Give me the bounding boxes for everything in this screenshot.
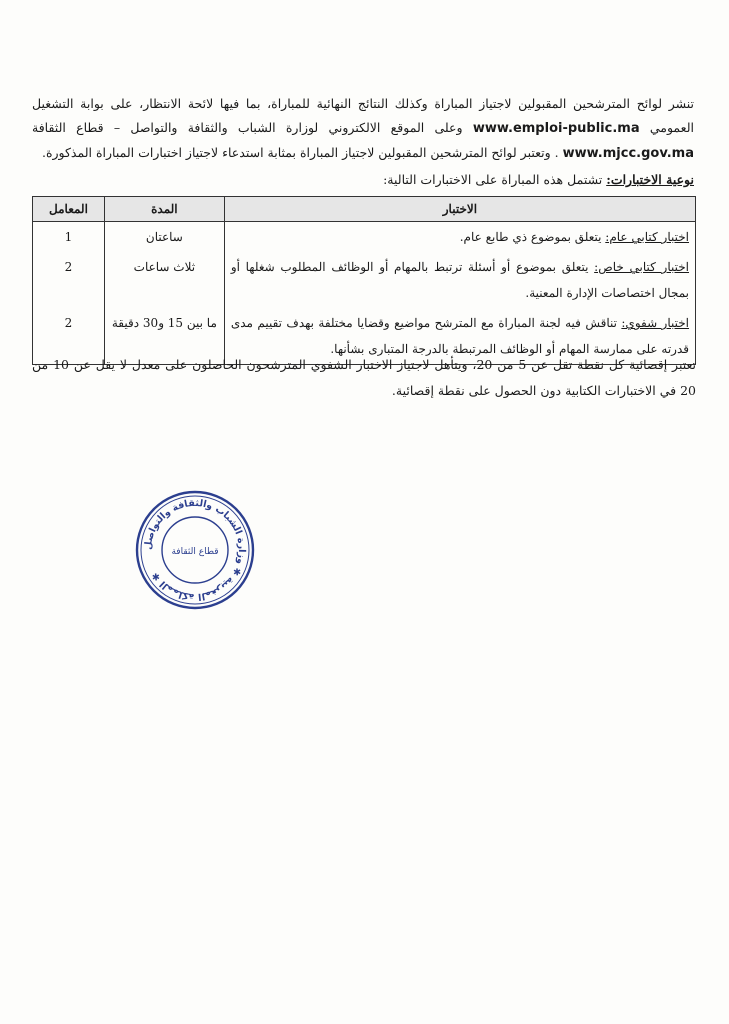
mjcc-link: www.mjcc.gov.ma [562,146,694,161]
tests-table [32,196,696,365]
stamp-outer-text: المملكة المغربية ✱ وزارة الشباب والثقافة والتواصل ✱ [142,497,248,603]
header-test: الاختبار [224,197,695,222]
duration-cell: ما بين 15 و30 دقيقة [104,308,224,365]
coefficient-cell: 1 [33,222,105,253]
eliminatory-note: تعتبر إقصائية كل نقطة تقل عن 5 من 20، ويتأهل لاجتياز الاختبار الشفوي المترشحون الحاصلون على معدل لا يقل عن 10 من 20 في الاختبارات الكتابية دون الحصول على نقطة إقصائية. [32,357,696,398]
publication-paragraph [32,92,694,166]
test-cell: اختبار شفوي: تناقش فيه لجنة المباراة مع المترشح مواضيع وقضايا مختلفة بهدف تقييم مدى قدرته على ممارسة المهام أو الوظائف المرتبطة بالدرجة المتبارى بشأنها. [224,308,695,365]
test-cell: اختبار كتابي عام: يتعلق بموضوع ذي طابع عام. [224,222,695,253]
table-row [33,222,696,253]
coefficient-cell: 2 [33,252,105,308]
header-coefficient: المعامل [33,197,105,222]
table-header-row [33,197,696,222]
coefficient-cell: 2 [33,308,105,365]
test-cell: اختبار كتابي خاص: يتعلق بموضوع أو أسئلة ترتبط بالمهام أو الوظائف المطلوب شغلها أو بمجال اختصاصات الإدارة المعنية. [224,252,695,308]
tests-heading-text: تشتمل هذه المباراة على الاختبارات التالية: [383,172,607,187]
paragraph-text-1: تنشر لوائح المترشحين المقبولين لاجتياز المباراة وكذلك النتائج النهائية للمباراة، بما فيها لائحة الانتظار، على بوابة التشغيل العمومي [32,96,694,135]
tests-heading-label: نوعية الاختبارات: [606,172,694,187]
table-row [33,252,696,308]
emploi-public-link: www.emploi-public.ma [472,121,640,136]
duration-cell: ساعتان [104,222,224,253]
ministry-stamp [133,488,257,612]
tests-heading [34,172,694,187]
paragraph-text-2: وعلى الموقع الالكتروني لوزارة الشباب والثقافة والتواصل – قطاع الثقافة [32,120,463,135]
duration-cell: ثلاث ساعات [104,252,224,308]
paragraph-text-3: . وتعتبر لوائح المترشحين المقبولين لاجتياز المباراة بمثابة استدعاء لاجتياز اختبارات المباراة المذكورة. [41,145,559,160]
header-duration: المدة [104,197,224,222]
stamp-inner-text: قطاع الثقافة [171,547,219,557]
